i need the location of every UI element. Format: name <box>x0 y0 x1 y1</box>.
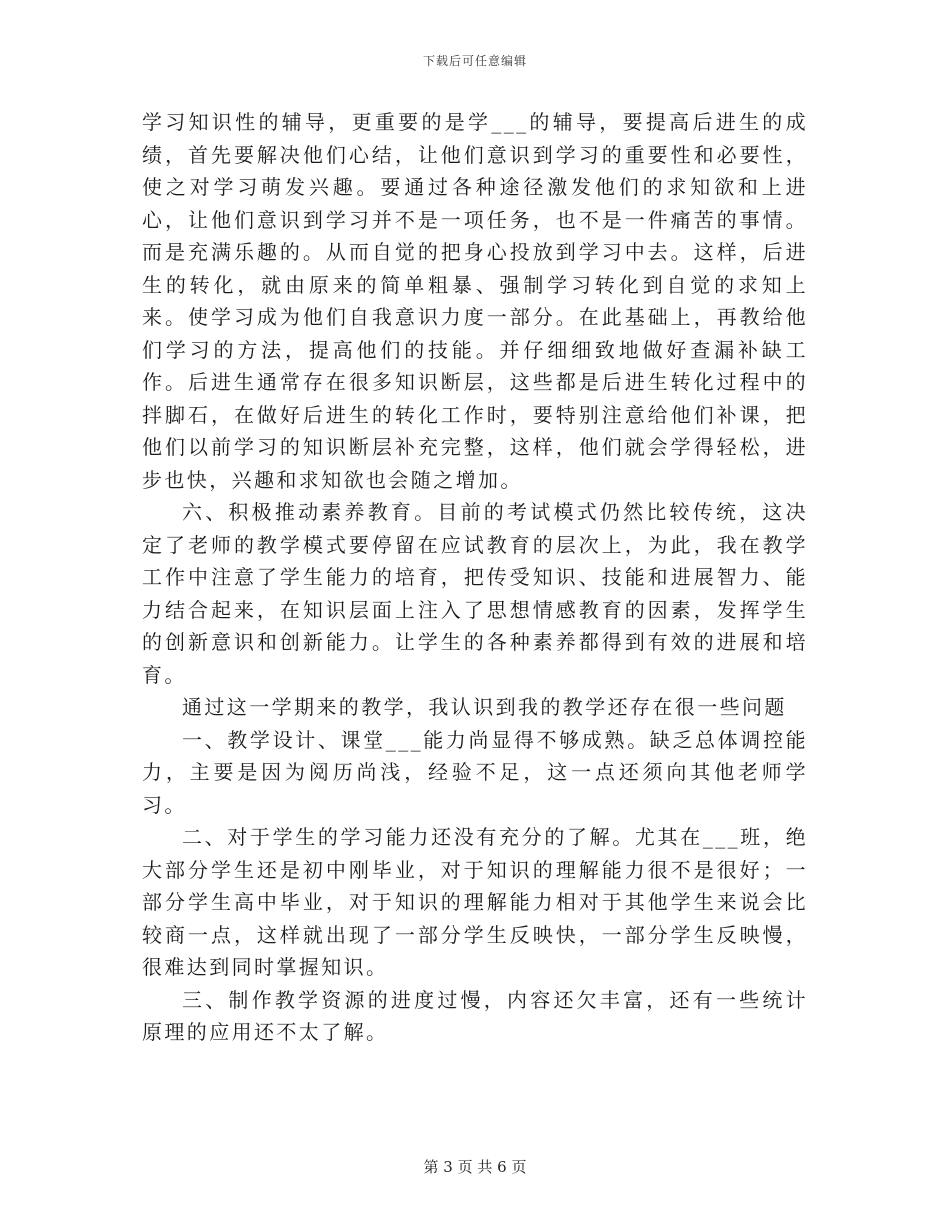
page-number: 第 3 页 共 6 页 <box>423 1158 527 1176</box>
paragraph-problem-two: 二、对于学生的学习能力还没有充分的了解。尤其在___班，绝大部分学生还是初中刚毕业，对于知识的理解能力很不是很好；一部分学生高中毕业，对于知识的理解能力相对于其他学生来说会比较商一点，这样就出现了一部分学生反映快，一部分学生反映慢，很难达到同时掌握知识。 <box>142 825 808 979</box>
paragraph-problem-one: 一、教学设计、课堂___能力尚显得不够成熟。缺乏总体调控能力，主要是因为阅历尚浅，经验不足，这一点还须向其他老师学习。 <box>142 727 808 817</box>
document-body <box>142 106 808 1049</box>
paragraph-tutoring: 学习知识性的辅导，更重要的是学___的辅导，要提高后进生的成绩，首先要解决他们心结，让他们意识到学习的重要性和必要性，使之对学习萌发兴趣。要通过各种途径激发他们的求知欲和上进心，让他们意识到学习并不是一项任务，也不是一件痛苦的事情。而是充满乐趣的。从而自觉的把身心投放到学习中去。这样，后进生的转化，就由原来的简单粗暴、强制学习转化到自觉的求知上来。使学习成为他们自我意识力度一部分。在此基础上，再教给他们学习的方法，提高他们的技能。并仔细细致地做好查漏补缺工作。后进生通常存在很多知识断层，这些都是后进生转化过程中的拌脚石，在做好后进生的转化工作时，要特别注意给他们补课，把他们以前学习的知识断层补充完整，这样，他们就会学得轻松，进步也快，兴趣和求知欲也会随之增加。 <box>142 110 808 492</box>
paragraph-quality-education: 六、积极推动素养教育。目前的考试模式仍然比较传统，这决定了老师的教学模式要停留在应试教育的层次上，为此，我在教学工作中注意了学生能力的培育，把传受知识、技能和进展智力、能力结合起来，在知识层面上注入了思想情感教育的因素，发挥学生的创新意识和创新能力。让学生的各种素养都得到有效的进展和培育。 <box>142 500 808 687</box>
page-header: 下载后可任意编辑 <box>422 54 527 68</box>
paragraph-problems-intro: 通过这一学期来的教学，我认识到我的教学还存在很一些问题 <box>182 695 787 719</box>
paragraph-problem-three: 三、制作教学资源的进度过慢，内容还欠丰富，还有一些统计原理的应用还不太了解。 <box>142 987 808 1044</box>
